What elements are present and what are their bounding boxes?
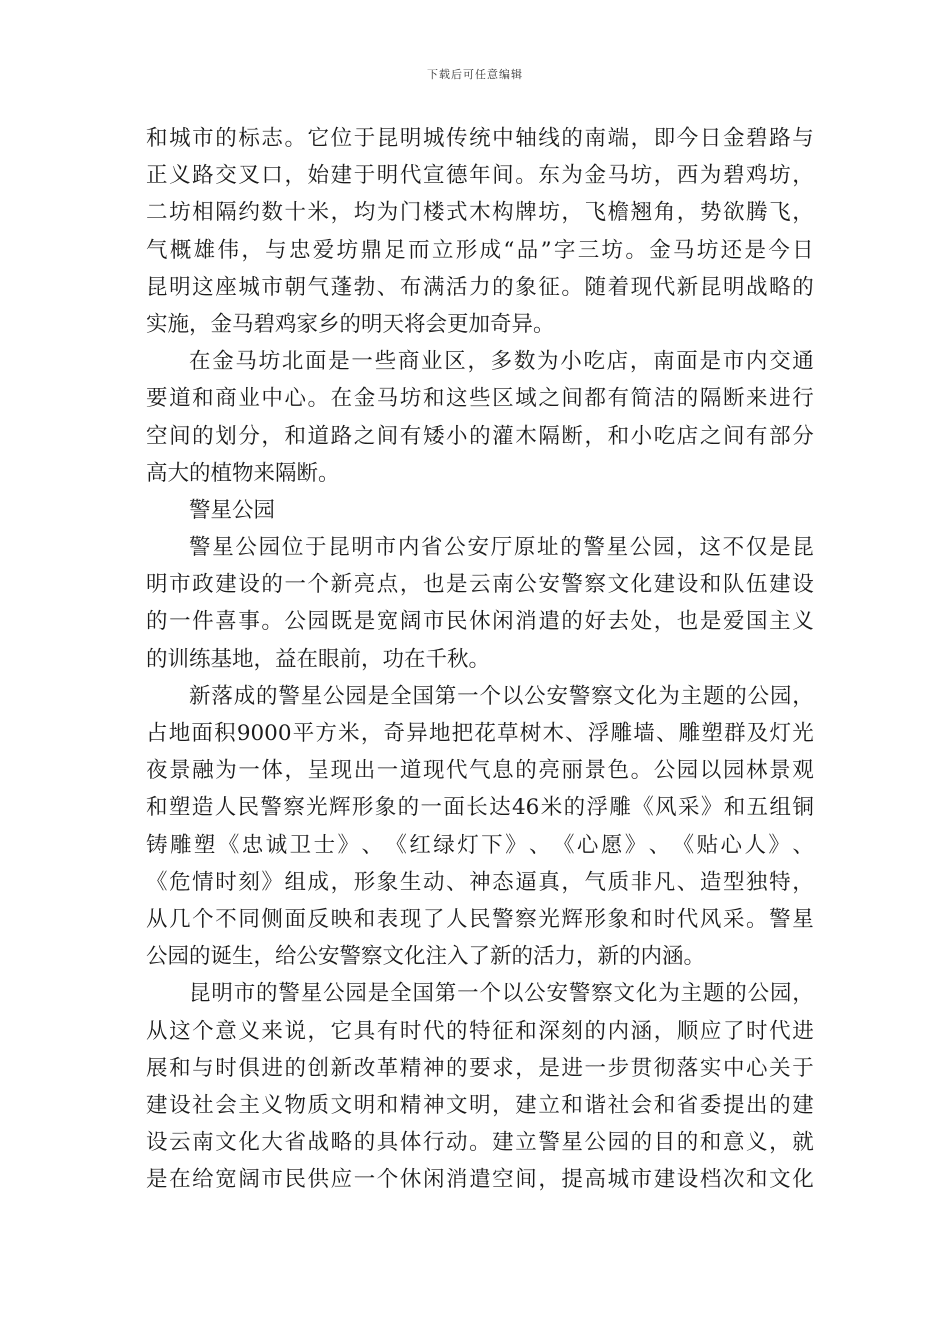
text-line — [146, 641, 814, 678]
text-line-content: 在 金 马 坊 北 面 是 一 些 商 业 区 ， 多 数 为 小 吃 店 ， 南 面 是 市 内 交 通 — [189, 349, 814, 375]
text-line — [146, 864, 814, 901]
text-line-content: 展 和 与 时 俱 进 的 创 新 改 革 精 神 的 要 求 ， 是 进 一 步 贯 彻 落 实 中 心 关 于 — [146, 1055, 814, 1081]
text-line — [146, 715, 814, 752]
text-line-content: 和 城 市 的 标 志 。 它 位 于 昆 明 城 传 统 中 轴 线 的 南 端 ， 即 今 日 金 碧 路 与 — [146, 126, 814, 151]
text-line — [146, 752, 814, 789]
text-line — [146, 269, 814, 306]
text-line — [146, 120, 814, 157]
text-line-content: 警 星 公 园 位 于 昆 明 市 内 省 公 安 厅 原 址 的 警 星 公 园 ， 这 不 仅 是 昆 — [189, 535, 814, 561]
paragraph-first-line — [146, 343, 814, 380]
text-line-content: 和 塑 造 人 民 警 察 光 辉 形 象 的 一 面 长 达 46 米 的 浮 雕 《 风 采 》 和 五 组 铜 — [146, 795, 814, 821]
paragraph-first-line — [146, 678, 814, 715]
text-line — [146, 1087, 814, 1124]
text-line-content: 二 坊 相 隔 约 数 十 米 ， 均 为 门 楼 式 木 构 牌 坊 ， 飞 檐 翘 角 ， 势 欲 腾 飞 ， — [146, 200, 814, 226]
text-line — [146, 157, 814, 194]
page-header: 下载后可任意编辑 — [427, 68, 523, 81]
text-line — [146, 1161, 814, 1198]
paragraph-first-line — [146, 975, 814, 1012]
text-line — [146, 938, 814, 975]
text-line — [146, 1013, 814, 1050]
text-line-content: 要 道 和 商 业 中 心 。 在 金 马 坊 和 这 些 区 域 之 间 都 有 简 洁 的 隔 断 来 进 行 — [146, 386, 814, 412]
text-line-content: 的 一 件 喜 事 。 公 园 既 是 宽 阔 市 民 休 闲 消 遣 的 好 去 处 ， 也 是 爱 国 主 义 — [146, 609, 814, 635]
text-line-content: 高大的植物来隔断。 — [146, 460, 340, 486]
text-line-content: 从 几 个 不 同 侧 面 反 映 和 表 现 了 人 民 警 察 光 辉 形 象 和 时 代 风 采 。 警 星 — [146, 906, 814, 932]
text-line-content: 铸 雕 塑 《 忠 诚 卫 士 》 、 《 红 绿 灯 下 》 、 《 心 愿 》 、 《 贴 心 人 》 、 — [146, 832, 814, 858]
text-line — [146, 380, 814, 417]
text-line-content: 《 危 情 时 刻 》 组 成 ， 形 象 生 动 、 神 态 逼 真 ， 气 质 非 凡 、 造 型 独 特 ， — [146, 869, 814, 895]
text-line-content: 从 这 个 意 义 来 说 ， 它 具 有 时 代 的 特 征 和 深 刻 的 内 涵 ， 顺 应 了 时 代 进 — [146, 1018, 814, 1044]
text-line-content: 新 落 成 的 警 星 公 园 是 全 国 第 一 个 以 公 安 警 察 文 化 为 主 题 的 公 园 ， — [189, 683, 814, 709]
text-line-content: 昆 明 这 座 城 市 朝 气 蓬 勃 、 布 满 活 力 的 象 征 。 随 着 现 代 新 昆 明 战 略 的 — [146, 274, 814, 300]
text-line — [146, 232, 814, 269]
text-line-content: 昆 明 市 的 警 星 公 园 是 全 国 第 一 个 以 公 安 警 察 文 化 为 主 题 的 公 园 ， — [189, 981, 814, 1007]
text-line-content: 正 义 路 交 叉 口 ， 始 建 于 明 代 宣 德 年 间 。 东 为 金 马 坊 ， 西 为 碧 鸡 坊 ， — [146, 163, 814, 189]
document-body — [146, 120, 814, 1198]
text-line — [146, 1124, 814, 1161]
paragraph-first-line — [146, 529, 814, 566]
text-line-content: 设 云 南 文 化 大 省 战 略 的 具 体 行 动 。 建 立 警 星 公 园 的 目 的 和 意 义 ， 就 — [146, 1130, 814, 1156]
text-line-content: 夜 景 融 为 一 体 ， 呈 现 出 一 道 现 代 气 息 的 亮 丽 景 色 。 公 园 以 园 林 景 观 — [146, 758, 814, 784]
text-line-content: 气 概 雄 伟 ， 与 忠 爱 坊 鼎 足 而 立 形 成 “ 品 ” 字 三 坊 。 金 马 坊 还 是 今 日 — [146, 237, 814, 263]
text-line — [146, 901, 814, 938]
text-line-content: 的训练基地，益在眼前，功在千秋。 — [146, 646, 491, 672]
text-line — [146, 418, 814, 455]
text-line-content: 警星公园 — [189, 497, 276, 523]
text-line — [146, 1050, 814, 1087]
paragraph-first-line — [146, 492, 814, 529]
text-line-content: 公园的诞生，给公安警察文化注入了新的活力，新的内涵。 — [146, 944, 706, 970]
text-line-content: 建 设 社 会 主 义 物 质 文 明 和 精 神 文 明 ， 建 立 和 谐 社 会 和 省 委 提 出 的 建 — [146, 1092, 814, 1118]
text-line — [146, 306, 814, 343]
text-line-content: 实施，金马碧鸡家乡的明天将会更加奇异。 — [146, 311, 555, 337]
text-line — [146, 603, 814, 640]
text-line — [146, 789, 814, 826]
text-line-content: 空 间 的 划 分 ， 和 道 路 之 间 有 矮 小 的 灌 木 隔 断 ， 和 小 吃 店 之 间 有 部 分 — [146, 423, 814, 449]
text-line — [146, 827, 814, 864]
text-line — [146, 566, 814, 603]
text-line-content: 明 市 政 建 设 的 一 个 新 亮 点 ， 也 是 云 南 公 安 警 察 文 化 建 设 和 队 伍 建 设 — [146, 572, 814, 598]
text-line — [146, 194, 814, 231]
text-line-content: 占 地 面 积 9000 平 方 米 ， 奇 异 地 把 花 草 树 木 、 浮 雕 墙 、 雕 塑 群 及 灯 光 — [146, 721, 814, 746]
text-line-content: 是 在 给 宽 阔 市 民 供 应 一 个 休 闲 消 遣 空 间 ， 提 高 城 市 建 设 档 次 和 文 化 — [146, 1167, 814, 1193]
text-line — [146, 455, 814, 492]
